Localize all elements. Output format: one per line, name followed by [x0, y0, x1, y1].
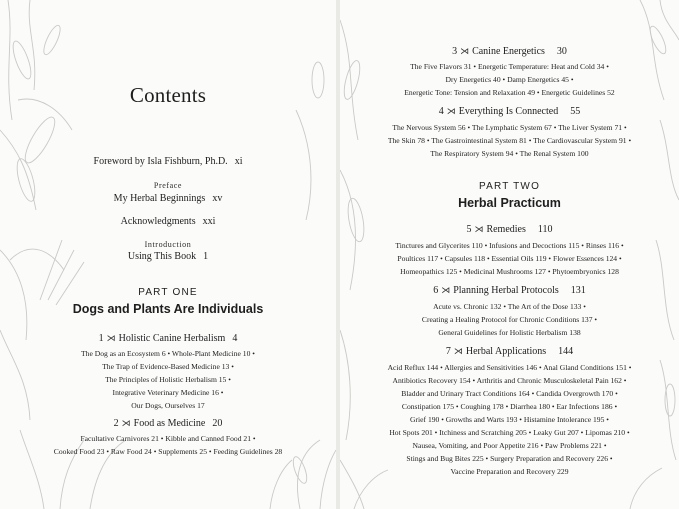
chapter-7-subentry[interactable]: Vaccine Preparation and Recovery 229 [450, 467, 569, 476]
part-number: PART TWO [478, 181, 541, 192]
chapter-title: Food as Medicine [133, 418, 206, 429]
chapter-2-subentry[interactable]: Facultative Carnivores 21 • Kibble and Canned Food 21 • [80, 434, 256, 443]
chapter-4-subentry[interactable]: The Skin 78 • The Gastrointestinal System 81 • The Cardiovascular System 91 • [387, 136, 632, 145]
page-title: Contents [129, 83, 207, 107]
chapter-ornament-icon: ⋊ [474, 224, 484, 234]
chapter-6-subentry[interactable]: Acute vs. Chronic 132 • The Art of the Dose 133 • [433, 302, 586, 311]
chapter-number: 7 [445, 346, 451, 357]
entry-page: xi [234, 156, 243, 167]
chapter-number: 3 [452, 46, 458, 57]
chapter-title: Holistic Canine Herbalism [118, 333, 226, 344]
toc-entry-acknowledgments[interactable] [0, 216, 336, 227]
chapter-heading-1[interactable] [0, 333, 336, 344]
chapter-1-subentry[interactable]: The Principles of Holistic Herbalism 15 • [105, 375, 231, 384]
chapter-7-subentry[interactable]: Hot Spots 201 • Itchiness and Scratching 205 • Leaky Gut 207 • Lipomas 210 • [389, 428, 630, 437]
chapter-4-subentry[interactable]: The Respiratory System 94 • The Renal System 100 [430, 149, 589, 158]
chapter-7-subentry[interactable]: Grief 190 • Growths and Warts 193 • Histamine Intolerance 195 • [410, 415, 609, 424]
chapter-title: Everything Is Connected [458, 106, 559, 117]
chapter-7-subentry[interactable]: Antibiotics Recovery 154 • Arthritis and Chronic Musculoskeletal Pain 162 • [392, 376, 627, 385]
chapter-7-subentry[interactable]: Acid Reflux 144 • Allergies and Sensitivities 146 • Anal Gland Conditions 151 • [387, 363, 632, 372]
chapter-page: 131 [570, 285, 586, 296]
chapter-5-subentry[interactable]: Poultices 117 • Capsules 118 • Essential Oils 119 • Flower Essences 124 • [397, 254, 622, 263]
toc-entry-preface[interactable] [0, 193, 336, 204]
chapter-5-subentry[interactable]: Homeopathics 125 • Medicinal Mushrooms 127 • Phytoembryonics 128 [400, 267, 619, 276]
chapter-number: 6 [433, 285, 439, 296]
section-eyebrow-introduction: Introduction [144, 240, 192, 249]
chapter-page: 144 [558, 346, 574, 357]
chapter-ornament-icon: ⋊ [121, 418, 131, 428]
chapter-heading-7[interactable] [340, 346, 679, 357]
chapter-ornament-icon: ⋊ [106, 333, 116, 343]
entry-label: Using This Book [127, 251, 197, 262]
chapter-page: 20 [212, 418, 223, 429]
chapter-6-subentry[interactable]: General Guidelines for Holistic Herbalism 138 [438, 328, 581, 337]
chapter-2-subentry[interactable]: Cooked Food 23 • Raw Food 24 • Supplements 25 • Feeding Guidelines 28 [53, 447, 283, 456]
chapter-1-subentry[interactable]: The Dog as an Ecosystem 6 • Whole-Plant Medicine 10 • [81, 349, 255, 358]
entry-label: Acknowledgments [120, 216, 196, 227]
chapter-ornament-icon: ⋊ [460, 46, 470, 56]
toc-entry-introduction[interactable] [0, 251, 336, 262]
chapter-title: Planning Herbal Protocols [453, 285, 559, 296]
chapter-ornament-icon: ⋊ [453, 346, 463, 356]
chapter-5-subentry[interactable]: Tinctures and Glycerites 110 • Infusions and Decoctions 115 • Rinses 116 • [395, 241, 624, 250]
chapter-heading-4[interactable] [340, 106, 679, 117]
chapter-title: Canine Energetics [472, 46, 545, 57]
entry-page: 1 [203, 251, 209, 262]
chapter-3-subentry[interactable]: The Five Flavors 31 • Energetic Temperature: Heat and Cold 34 • [410, 62, 609, 71]
entry-page: xv [212, 193, 223, 204]
chapter-page: 30 [556, 46, 567, 57]
chapter-number: 4 [438, 106, 444, 117]
entry-page: xxi [202, 216, 216, 227]
chapter-6-subentry[interactable]: Creating a Healing Protocol for Chronic Conditions 137 • [421, 315, 598, 324]
chapter-number: 1 [98, 333, 104, 344]
chapter-page: 4 [232, 333, 238, 344]
chapter-number: 5 [466, 224, 472, 235]
part-title: Herbal Practicum [458, 196, 561, 210]
chapter-7-subentry[interactable]: Constipation 175 • Coughing 178 • Diarrhea 180 • Ear Infections 186 • [401, 402, 618, 411]
chapter-heading-5[interactable] [340, 224, 679, 235]
chapter-1-subentry[interactable]: Integrative Veterinary Medicine 16 • [112, 388, 224, 397]
chapter-page: 110 [537, 224, 553, 235]
chapter-1-subentry[interactable]: Our Dogs, Ourselves 17 [131, 401, 205, 410]
chapter-3-subentry[interactable]: Dry Energetics 40 • Damp Energetics 45 • [445, 75, 574, 84]
entry-label: My Herbal Beginnings [113, 193, 206, 204]
right-page [340, 0, 679, 509]
chapter-7-subentry[interactable]: Stings and Bug Bites 225 • Surgery Preparation and Recovery 226 • [406, 454, 613, 463]
chapter-4-subentry[interactable]: The Nervous System 56 • The Lymphatic System 67 • The Liver System 71 • [392, 123, 627, 132]
toc-entry-foreword[interactable] [0, 156, 336, 167]
chapter-heading-6[interactable] [340, 285, 679, 296]
chapter-heading-3[interactable] [340, 46, 679, 57]
chapter-title: Remedies [486, 224, 526, 235]
chapter-ornament-icon: ⋊ [446, 106, 456, 116]
chapter-title: Herbal Applications [465, 346, 547, 357]
left-page [0, 0, 336, 509]
section-eyebrow-preface: Preface [153, 181, 183, 190]
entry-label: Foreword by Isla Fishburn, Ph.D. [93, 156, 228, 167]
chapter-number: 2 [113, 418, 119, 429]
chapter-7-subentry[interactable]: Nausea, Vomiting, and Poor Appetite 216 • Paw Problems 221 • [412, 441, 607, 450]
chapter-page: 55 [570, 106, 581, 117]
chapter-7-subentry[interactable]: Bladder and Urinary Tract Conditions 164 • Candida Overgrowth 170 • [401, 389, 618, 398]
chapter-3-subentry[interactable]: Energetic Tone: Tension and Relaxation 49 • Energetic Guidelines 52 [404, 88, 615, 97]
chapter-ornament-icon: ⋊ [441, 285, 451, 295]
part-number: PART ONE [138, 287, 198, 298]
chapter-1-subentry[interactable]: The Trap of Evidence-Based Medicine 13 • [102, 362, 234, 371]
part-title: Dogs and Plants Are Individuals [72, 302, 264, 316]
chapter-heading-2[interactable] [0, 418, 336, 429]
